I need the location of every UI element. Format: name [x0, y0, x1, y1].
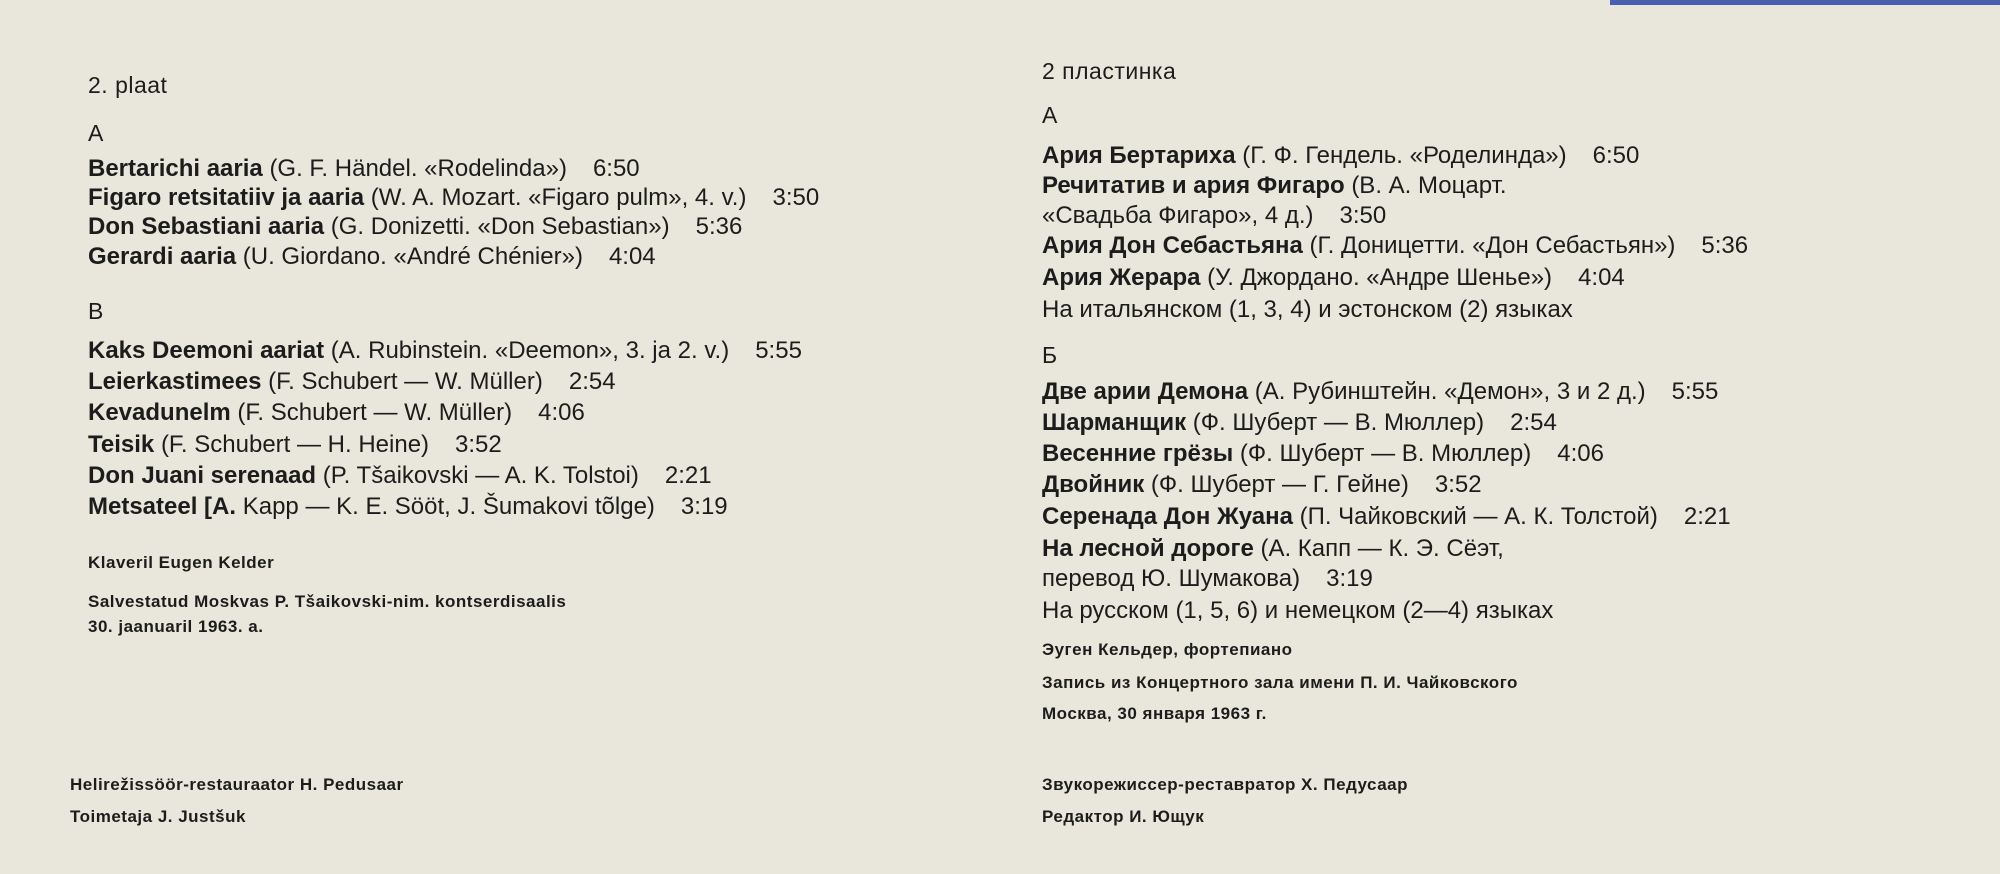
- track-time: 2:21: [664, 462, 712, 489]
- track-title: Gerardi aaria: [88, 243, 237, 270]
- track-title: Teisik: [88, 431, 155, 458]
- track-time: 5:55: [755, 337, 802, 364]
- track-time: 6:50: [592, 155, 640, 182]
- track-time: 3:50: [1339, 202, 1387, 229]
- disc-heading: 2 пластинка: [1042, 58, 1177, 84]
- track-time: 5:55: [1671, 378, 1719, 405]
- track-title: Ария Жерара: [1042, 264, 1201, 291]
- language-note: На итальянском (1, 3, 4) и эстонском (2) языках: [1042, 296, 1573, 323]
- track-info: (Г. Ф. Гендель. «Роделинда»): [1242, 142, 1567, 169]
- track-time: 3:50: [772, 184, 820, 211]
- track-time: 3:19: [1326, 565, 1373, 592]
- track-info: (В. А. Моцарт.: [1351, 172, 1507, 199]
- track-info: (P. Tšaikovski — A. K. Tolstoi): [322, 462, 639, 489]
- track-title: Весенние грёзы: [1042, 440, 1234, 467]
- top-edge-strip: [1610, 0, 2000, 5]
- engineer-credit: Звукорежиссер-реставратор Х. Педусаар: [1042, 775, 1409, 794]
- track-row: [1042, 378, 1718, 406]
- track-info: (F. Schubert — W. Müller): [237, 399, 513, 426]
- track-time: 4:06: [1557, 440, 1604, 467]
- track-time: 6:50: [1592, 142, 1640, 169]
- track-row: [1042, 440, 1604, 468]
- track-row: [88, 368, 616, 396]
- track-info: (Ф. Шуберт — В. Мюллер): [1239, 440, 1532, 467]
- track-row: [1042, 471, 1482, 499]
- track-info: (G. Donizetti. «Don Sebastian»): [330, 213, 670, 240]
- pianist-credit: Эуген Кельдер, фортепиано: [1042, 640, 1293, 659]
- track-info: (А. Капп — К. Э. Сёэт,: [1260, 535, 1504, 562]
- disc-heading: 2. plaat: [88, 72, 168, 98]
- track-info: (Ф. Шуберт — В. Мюллер): [1192, 409, 1485, 436]
- track-time: 2:21: [1683, 503, 1731, 530]
- track-row: [1042, 264, 1625, 292]
- track-title: Серенада Дон Жуана: [1042, 503, 1293, 530]
- track-info: (F. Schubert — H. Heine): [160, 431, 430, 458]
- track-time: 4:06: [538, 399, 585, 426]
- track-row: [1042, 409, 1557, 437]
- track-row: [88, 493, 728, 521]
- track-info: (U. Giordano. «André Chénier»): [242, 243, 583, 270]
- track-info: (Г. Доницетти. «Дон Себастьян»): [1309, 232, 1676, 259]
- track-row: [1042, 503, 1731, 531]
- track-title: Шарманщик: [1042, 409, 1187, 436]
- pianist-credit: Klaveril Eugen Kelder: [88, 553, 275, 572]
- track-info: (F. Schubert — W. Müller): [268, 368, 543, 395]
- track-row: [88, 155, 640, 183]
- track-row: [88, 243, 656, 271]
- track-row: [1042, 142, 1639, 170]
- recording-place: Запись из Концертного зала имени П. И. Чайковского: [1042, 673, 1518, 692]
- language-note: На русском (1, 5, 6) и немецком (2—4) языках: [1042, 597, 1554, 624]
- track-info: (У. Джордано. «Андре Шенье»): [1207, 264, 1553, 291]
- editor-credit: Редактор И. Ющук: [1042, 807, 1205, 826]
- editor-credit: Toimetaja J. Justšuk: [70, 807, 246, 826]
- track-title: Don Sebastiani aaria: [88, 213, 325, 240]
- track-time: 2:54: [568, 368, 616, 395]
- track-title: Двойник: [1042, 471, 1145, 498]
- engineer-credit: Helirežissöör-restauraator H. Pedusaar: [70, 775, 404, 794]
- track-time: 3:52: [1434, 471, 1482, 498]
- track-info-continued: «Свадьба Фигаро», 4 д.): [1042, 202, 1314, 229]
- track-row: [1042, 232, 1748, 260]
- track-title: Bertarichi aaria: [88, 155, 263, 182]
- track-time: 5:36: [695, 213, 743, 240]
- track-info: (W. A. Mozart. «Figaro pulm», 4. v.): [370, 184, 747, 211]
- track-time: 2:54: [1510, 409, 1557, 436]
- side-a-label: A: [88, 120, 104, 146]
- track-row: [88, 431, 502, 459]
- track-title: Две арии Демона: [1042, 378, 1249, 405]
- side-b-label: B: [88, 298, 104, 324]
- track-row: [88, 184, 819, 212]
- track-info: (П. Чайковский — А. К. Толстой): [1299, 503, 1658, 530]
- track-row-continued: [1042, 202, 1386, 230]
- track-row: [1042, 172, 1507, 200]
- track-title: Kevadunelm: [88, 399, 231, 426]
- track-time: 4:04: [1578, 264, 1625, 291]
- track-time: 3:52: [455, 431, 502, 458]
- track-time: 3:19: [680, 493, 728, 520]
- track-title: Kaks Deemoni aariat: [88, 337, 325, 364]
- track-title: Don Juani serenaad: [88, 462, 317, 489]
- track-row: [88, 337, 802, 365]
- track-info: (A. Rubinstein. «Deemon», 3. ja 2. v.): [330, 337, 730, 364]
- track-row: [88, 462, 712, 490]
- track-title: Ария Дон Себастьяна: [1042, 232, 1303, 259]
- track-info: (Ф. Шуберт — Г. Гейне): [1150, 471, 1409, 498]
- recording-date: 30. jaanuaril 1963. a.: [88, 617, 264, 636]
- track-row: [88, 213, 742, 241]
- track-info: (А. Рубинштейн. «Демон», 3 и 2 д.): [1254, 378, 1646, 405]
- side-b-label: Б: [1042, 342, 1058, 368]
- track-row-continued: [1042, 565, 1373, 593]
- track-title: Ария Бертариха: [1042, 142, 1236, 169]
- track-time: 5:36: [1701, 232, 1749, 259]
- track-row: [88, 399, 585, 427]
- track-row: [1042, 535, 1504, 563]
- track-time: 4:04: [608, 243, 656, 270]
- recording-date: Москва, 30 января 1963 г.: [1042, 704, 1267, 723]
- track-info-continued: перевод Ю. Шумакова): [1042, 565, 1301, 592]
- track-title: Metsateel [A.: [88, 493, 237, 520]
- track-title: Речитатив и ария Фигаро: [1042, 172, 1345, 199]
- track-title: На лесной дороге: [1042, 535, 1254, 562]
- track-info: Kapp — K. E. Sööt, J. Šumakovi tõlge): [242, 493, 655, 520]
- track-title: Leierkastimees: [88, 368, 262, 395]
- recording-place: Salvestatud Moskvas P. Tšaikovski-nim. kontserdisaalis: [88, 592, 567, 611]
- side-a-label: А: [1042, 102, 1058, 128]
- track-info: (G. F. Händel. «Rodelinda»): [269, 155, 567, 182]
- track-title: Figaro retsitatiiv ja aaria: [88, 184, 365, 211]
